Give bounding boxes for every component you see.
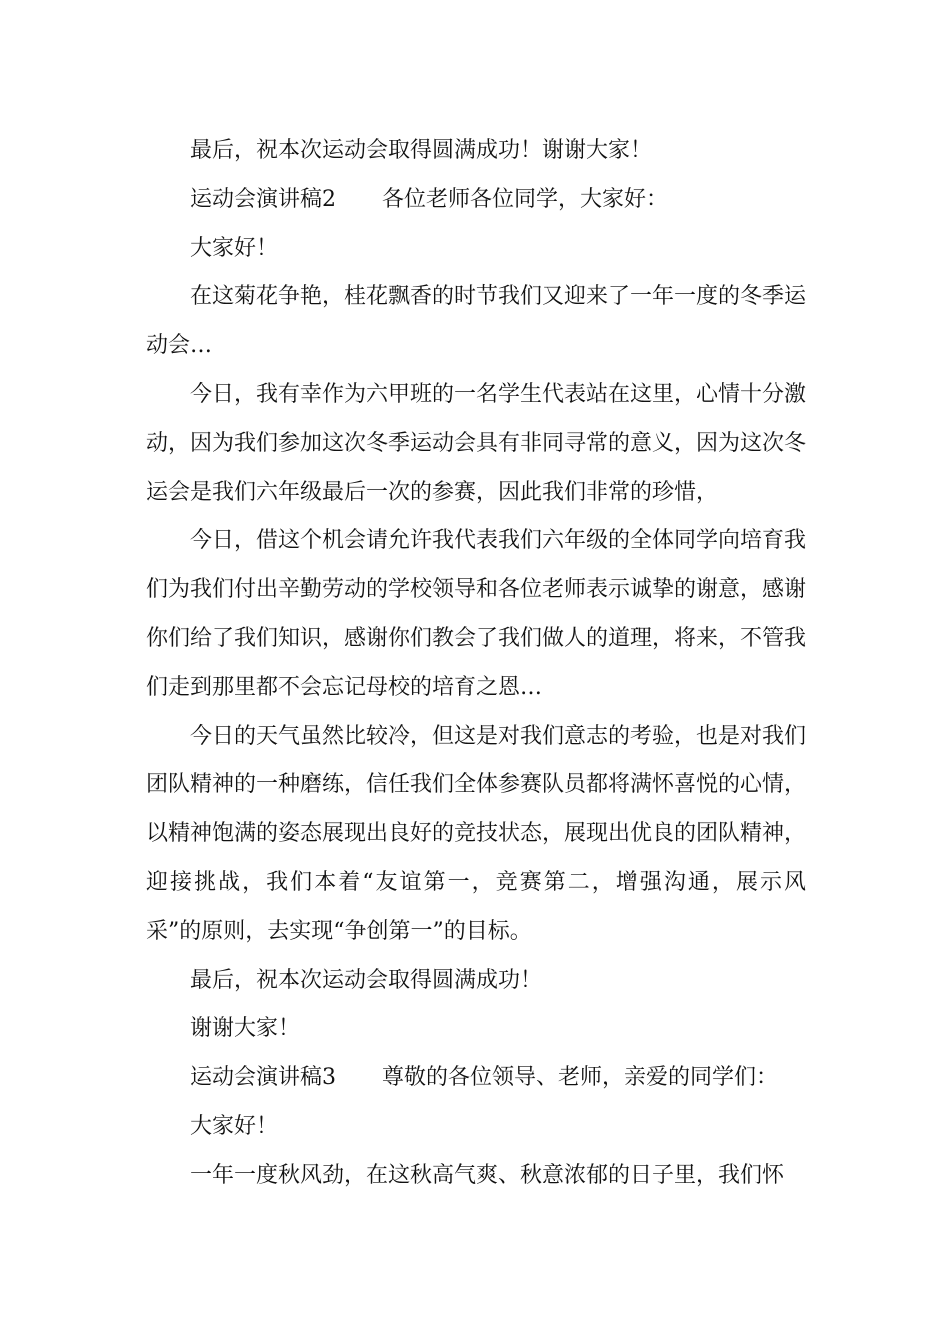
document-body — [146, 127, 806, 1201]
body-paragraph: 一年一度秋风劲，在这秋高气爽、秋意浓郁的日子里，我们怀 — [190, 1162, 785, 1188]
speech-title-2: 运动会演讲稿2 — [190, 186, 336, 212]
body-paragraph: 在这菊花争艳，桂花飘香的时节我们又迎来了一年一度的冬季运动会… — [146, 284, 807, 359]
closing-paragraph: 最后，祝本次运动会取得圆满成功！谢谢大家！ — [190, 138, 653, 163]
closing-paragraph: 最后，祝本次运动会取得圆满成功！ — [190, 967, 543, 993]
speech-heading-2 — [146, 176, 806, 225]
body-paragraph: 今日，借这个机会请允许我代表我们六年级的全体同学向培育我们为我们付出辛勤劳动的学校领导和各位老师表示诚挚的谢意，感谢你们给了我们知识，感谢你们教会了我们做人的道理，将来，不管我们走到那里都不会忘记母校的培育之恩… — [146, 528, 807, 700]
greeting-paragraph: 大家好！ — [190, 1113, 279, 1139]
thanks-paragraph: 谢谢大家！ — [190, 1016, 301, 1042]
speech-greeting-3: 尊敬的各位领导、老师，亲爱的同学们： — [382, 1065, 779, 1091]
speech-heading-3 — [146, 1054, 806, 1103]
body-paragraph: 今日，我有幸作为六甲班的一名学生代表站在这里，心情十分激动，因为我们参加这次冬季运动会具有非同寻常的意义，因为这次冬运会是我们六年级最后一次的参赛，因此我们非常的珍惜， — [146, 381, 807, 505]
speech-greeting-2: 各位老师各位同学，大家好： — [382, 186, 669, 212]
body-paragraph: 今日的天气虽然比较冷，但这是对我们意志的考验，也是对我们团队精神的一种磨练，信任我们全体参赛队员都将满怀喜悦的心情，以精神饱满的姿态展现出良好的竞技状态，展现出优良的团队精神，迎接挑战，我们本着“友谊第一，竞赛第二，增强沟通，展示风采”的原则，去实现“争创第一”的目标。 — [146, 723, 807, 944]
greeting-paragraph: 大家好！ — [190, 235, 279, 261]
speech-title-3: 运动会演讲稿3 — [190, 1065, 336, 1091]
